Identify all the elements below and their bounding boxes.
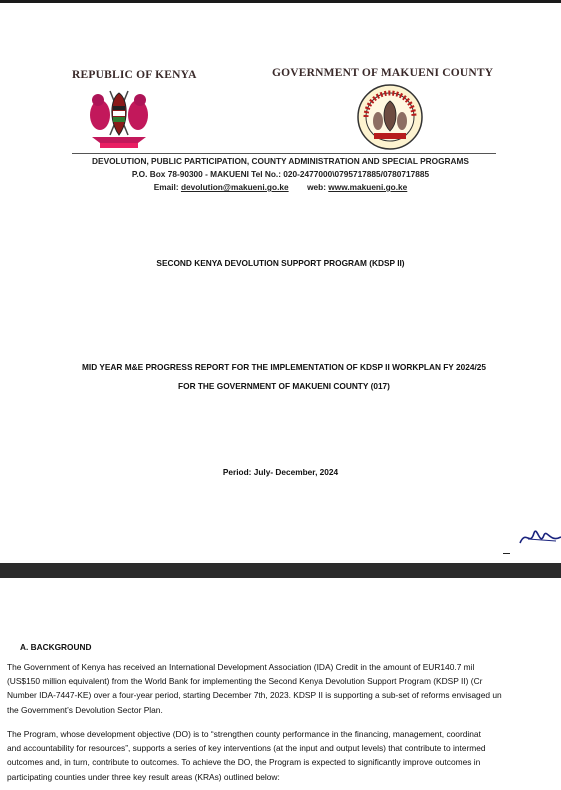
cover-page [0, 3, 561, 563]
program-title: SECOND KENYA DEVOLUTION SUPPORT PROGRAM (KDSP II) [156, 258, 405, 268]
kenya-coat-of-arms-icon [84, 85, 154, 149]
paragraph-line: The Government of Kenya has received an International Development Association (IDA) Credit in the amount of EUR140.7 mil [7, 662, 475, 672]
section-heading: A. BACKGROUND [20, 642, 92, 652]
paragraph-line: Number IDA-7447-KE) over a four-year period, starting December 7th, 2023. KDSP II is supporting a sub-set of reforms envisaged un [7, 690, 502, 701]
address-line: P.O. Box 78-90300 - MAKUENI Tel No.: 020-2477000\0795717885/0780717885 [131, 169, 430, 179]
republic-title: REPUBLIC OF KENYA [72, 69, 197, 81]
paragraph-line: participating counties under three key result areas (KRAs) outlined below: [7, 771, 280, 782]
makueni-county-seal-icon [356, 83, 424, 151]
web-label: web: [307, 182, 329, 192]
department-line: DEVOLUTION, PUBLIC PARTICIPATION, COUNTY ADMINISTRATION AND SPECIAL PROGRAMS [92, 156, 469, 166]
paragraph-background-1 [7, 660, 561, 717]
email-label: Email: [153, 182, 181, 192]
paragraph-line: The Program, whose development objective (DO) is to “strengthen county performance in the financing, management, coordinat [7, 729, 481, 739]
county-title: GOVERNMENT OF MAKUENI COUNTY [272, 67, 494, 79]
signature-dash [503, 553, 510, 554]
report-period: Period: July- December, 2024 [222, 467, 339, 477]
contact-line [0, 182, 561, 192]
paragraph-line: the Government’s Devolution Sector Plan. [7, 704, 163, 715]
web-link[interactable]: www.makueni.go.ke [328, 182, 408, 192]
paragraph-line: and accountability for resources”, supports a series of key interventions (at the input and output levels) that contribute to intermed [7, 743, 486, 754]
report-title-line2: FOR THE GOVERNMENT OF MAKUENI COUNTY (017) [178, 381, 390, 391]
paragraph-line: (US$150 million equivalent) from the World Bank for implementing the Second Kenya Devolution Support Program (KDSP II) (Cr [7, 676, 483, 687]
email-link[interactable]: devolution@makueni.go.ke [180, 182, 289, 192]
content-page [0, 578, 561, 790]
page-gap [0, 563, 561, 578]
paragraph-background-2 [7, 727, 561, 784]
report-title-line1: MID YEAR M&E PROGRESS REPORT FOR THE IMPLEMENTATION OF KDSP II WORKPLAN FY 2024/25 [82, 362, 486, 372]
paragraph-line: outcomes and, in turn, contribute to outcomes. To achieve the DO, the Program is expected to significantly improve outcomes in [7, 757, 481, 768]
signature-icon [516, 521, 561, 551]
header-rule [72, 153, 496, 154]
